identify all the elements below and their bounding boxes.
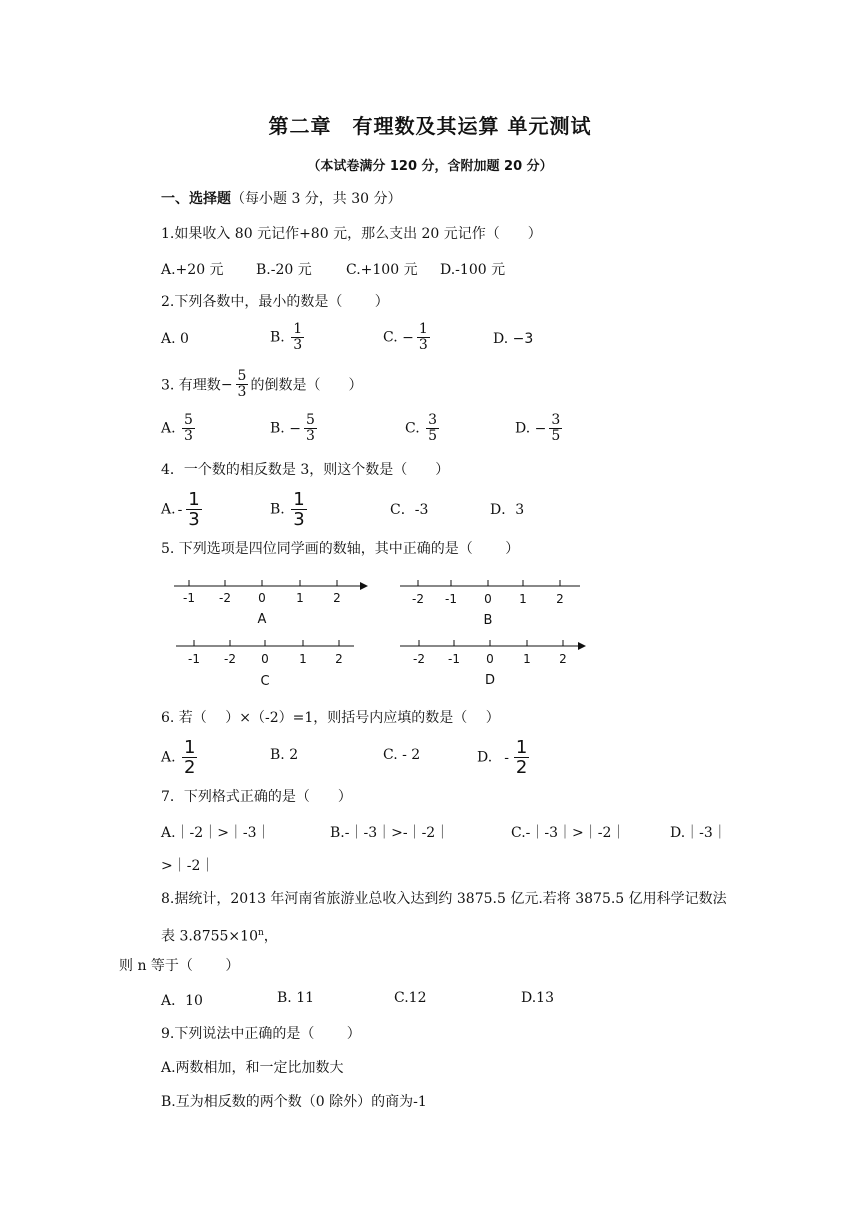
number-line-a xyxy=(170,574,370,634)
fraction-five-thirds: $\frac{5}{3}$ xyxy=(237,368,247,400)
page-title: 第二章 有理数及其运算 单元测试 xyxy=(268,114,592,138)
svg-text:2: 2 xyxy=(335,652,343,666)
q2-option-d: D. −3 xyxy=(493,331,534,347)
number-line-b-label: B xyxy=(483,613,493,628)
q6-stem: 6. 若（ ）×（-2）=1，则括号内应填的数是（ ） xyxy=(161,710,500,726)
page-subtitle: （本试卷满分 120 分，含附加题 20 分） xyxy=(307,159,553,174)
q6-option-d: D. - $\frac{1}{2}$ xyxy=(477,737,528,778)
section-heading xyxy=(161,189,402,209)
svg-text:-1: -1 xyxy=(448,652,460,666)
q1-stem: 1.如果收入 80 元记作+80 元，那么支出 20 元记作（ ） xyxy=(161,226,542,242)
number-line-c-label: C xyxy=(260,674,270,689)
q7-option-c: C.-｜-3｜>｜-2｜ xyxy=(511,825,626,841)
q2-stem: 2.下列各数中，最小的数是（ ） xyxy=(161,294,389,310)
fraction-one-third: $\frac{1}{3}$ xyxy=(293,321,303,353)
section-title: 一、选择题 xyxy=(161,191,231,207)
svg-text:-2: -2 xyxy=(412,592,424,606)
svg-text:-2: -2 xyxy=(219,591,231,605)
svg-text:1: 1 xyxy=(519,592,527,606)
section-note: （每小题 3 分，共 30 分） xyxy=(231,191,402,207)
q8-stem-line2: 表 $3.8755\times 10^n$， xyxy=(161,928,278,945)
svg-text:2: 2 xyxy=(559,652,567,666)
svg-text:2: 2 xyxy=(333,591,341,605)
q5-stem: 5. 下列选项是四位同学画的数轴，其中正确的是（ ） xyxy=(161,541,520,557)
q4-stem: 4．一个数的相反数是 3，则这个数是（ ） xyxy=(161,462,450,478)
svg-text:1: 1 xyxy=(299,652,307,666)
svg-text:2: 2 xyxy=(556,592,564,606)
number-line-b xyxy=(398,574,598,634)
svg-text:1: 1 xyxy=(523,652,531,666)
fraction-neg-one-third: $\frac{1}{3}$ xyxy=(418,321,428,353)
q7-option-b: B.-｜-3｜>-｜-2｜ xyxy=(330,825,450,841)
q4-option-a: A. - $\frac{1}{3}$ xyxy=(161,489,200,530)
q8-stem-line3: 则 n 等于（ ） xyxy=(119,958,240,974)
q3-stem: 3. 有理数− $\frac{5}{3}$ 的倒数是（ ） xyxy=(161,368,363,400)
q7-stem: 7．下列格式正确的是（ ） xyxy=(161,789,352,805)
q7-option-d: D.｜-3｜ xyxy=(670,825,727,841)
q1-option-b: B.-20 元 xyxy=(256,262,312,278)
q8-stem: 8.据统计，2013 年河南省旅游业总收入达到约 3875.5 亿元.若将 3875.5 亿用科学记数法 xyxy=(161,891,727,907)
svg-text:-2: -2 xyxy=(224,652,236,666)
number-line-d xyxy=(398,634,598,694)
q8-option-d: D.13 xyxy=(521,990,554,1006)
number-line-d-label: D xyxy=(484,673,496,688)
svg-text:1: 1 xyxy=(296,591,304,605)
svg-text:0: 0 xyxy=(486,652,494,666)
q4-option-b: B. $\frac{1}{3}$ xyxy=(270,489,305,530)
q3-option-b: B. − $\frac{5}{3}$ xyxy=(270,412,315,444)
svg-text:-2: -2 xyxy=(413,652,425,666)
number-line-a-label: A xyxy=(257,612,267,627)
svg-text:-1: -1 xyxy=(183,591,195,605)
q3-option-c: C. $\frac{3}{5}$ xyxy=(405,412,438,444)
svg-text:-1: -1 xyxy=(445,592,457,606)
svg-text:-1: -1 xyxy=(188,652,200,666)
q8-option-a: A．10 xyxy=(161,993,203,1009)
svg-text:0: 0 xyxy=(484,592,492,606)
q3-option-a: A. $\frac{5}{3}$ xyxy=(161,412,193,444)
svg-text:0: 0 xyxy=(261,652,269,666)
q9-option-a: A.两数相加，和一定比加数大 xyxy=(161,1060,344,1076)
q1-option-a: A.+20 元 xyxy=(161,262,224,278)
q1-option-c: C.+100 元 xyxy=(346,262,418,278)
q9-stem: 9.下列说法中正确的是（ ） xyxy=(161,1026,361,1042)
q1-option-d: D.-100 元 xyxy=(440,262,506,278)
q8-option-c: C.12 xyxy=(394,990,427,1006)
q4-option-c: C．-3 xyxy=(390,502,429,518)
q6-option-a: A. $\frac{1}{2}$ xyxy=(161,737,196,778)
q6-option-c: C. - 2 xyxy=(383,747,421,763)
number-line-c xyxy=(172,634,372,694)
svg-text:0: 0 xyxy=(258,591,266,605)
q2-option-b: B. $\frac{1}{3}$ xyxy=(270,321,303,353)
q2-option-c: C. − $\frac{1}{3}$ xyxy=(383,321,428,353)
q2-option-a: A. 0 xyxy=(161,331,189,347)
q7-option-d-continued: >｜-2｜ xyxy=(161,858,215,874)
q4-option-d: D．3 xyxy=(490,502,525,518)
q3-option-d: D. − $\frac{3}{5}$ xyxy=(515,412,561,444)
q8-option-b: B. 11 xyxy=(277,990,315,1006)
q6-option-b: B. 2 xyxy=(270,747,299,763)
q9-option-b: B.互为相反数的两个数（0 除外）的商为-1 xyxy=(161,1094,427,1110)
q7-option-a: A.｜-2｜>｜-3｜ xyxy=(161,825,271,841)
